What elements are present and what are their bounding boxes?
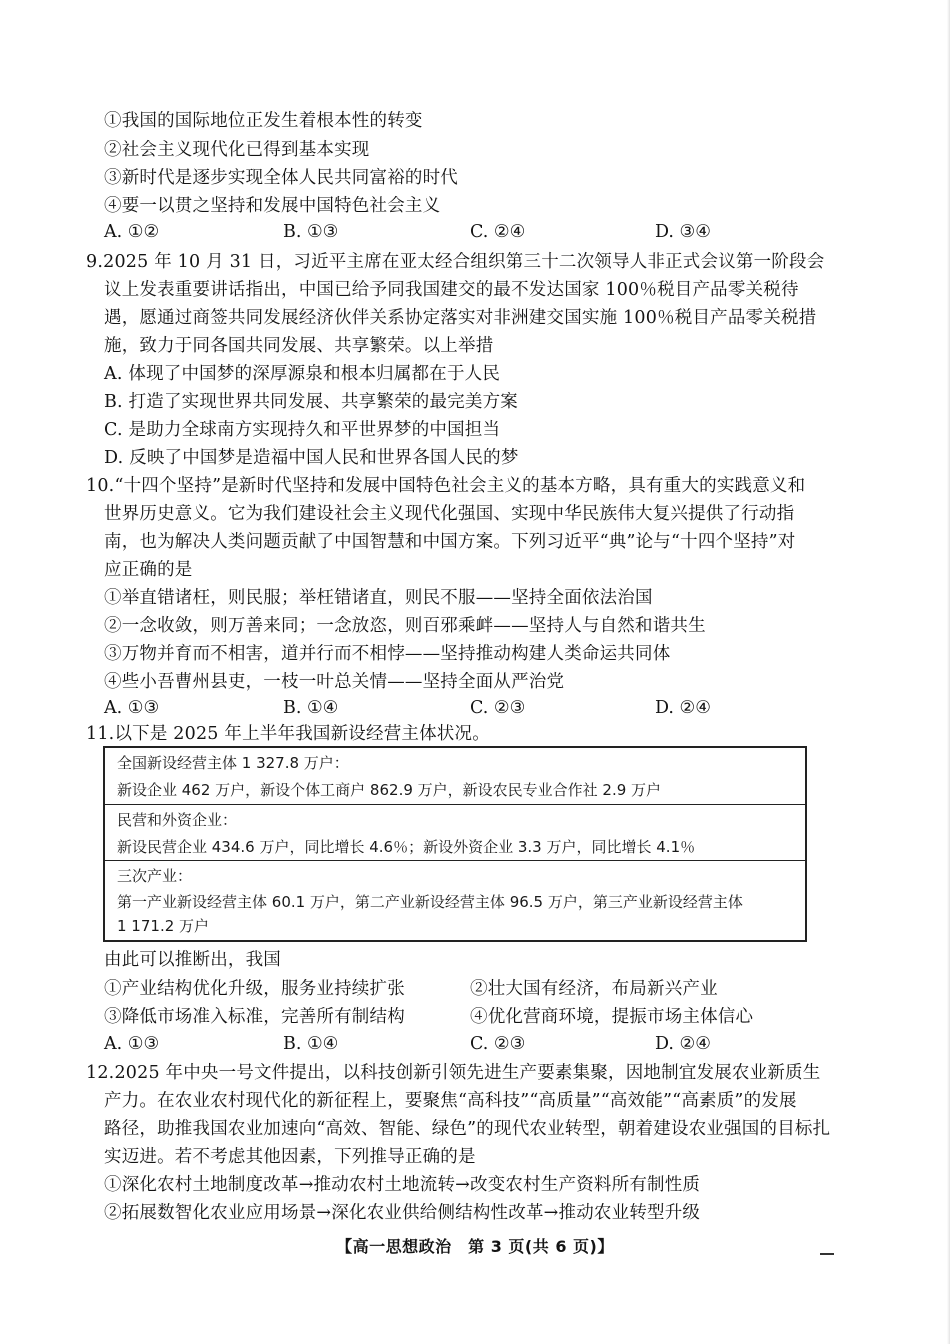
q10-option-b: B. ①④ (283, 698, 339, 718)
q9-stem-line-1: 9.2025 年 10 月 31 日，习近平主席在亚太经合组织第三十二次领导人非正式会议第一阶段会 (86, 252, 825, 272)
q10-stem-line-1: 10.“十四个坚持”是新时代坚持和发展中国特色社会主义的基本方略，具有重大的实践意义和 (86, 476, 806, 496)
q12-number: 12. (86, 1063, 115, 1083)
q10-option-a: A. ①③ (104, 698, 160, 718)
page-footer: 【高一思想政治 第 3 页(共 6 页)】 (336, 1237, 614, 1256)
q12-item-2: ②拓展数智化农业应用场景→深化农业供给侧结构性改革→推动农业转型升级 (104, 1203, 701, 1223)
corner-mark (820, 1253, 834, 1255)
prev-item-1: ①我国的国际地位正发生着根本性的转变 (104, 111, 423, 131)
q10-stem-line-3: 南，也为解决人类问题贡献了中国智慧和中国方案。下列习近平“典”论与“十四个坚持”对 (104, 532, 796, 552)
q9-stem-line-4: 施，致力于同各国共同发展、共享繁荣。以上举措 (104, 336, 494, 356)
q9-number: 9. (86, 252, 104, 272)
q11-option-d: D. ②④ (655, 1034, 711, 1054)
q11-data-table (103, 746, 807, 942)
q12-stem-line-3: 路径，助推我国农业加速向“高效、智能、绿色”的现代农业转型，朝着建设农业强国的目标扎 (104, 1119, 831, 1139)
table-row (105, 748, 805, 804)
q10-option-d: D. ②④ (655, 698, 711, 718)
q11-stem: 11.以下是 2025 年上半年我国新设经营主体状况。 (86, 724, 490, 744)
q9-choice-d: D. 反映了中国梦是造福中国人民和世界各国人民的梦 (104, 448, 519, 468)
q9-choice-b: B. 打造了实现世界共同发展、共享繁荣的最完美方案 (104, 392, 518, 412)
q12-stem-line-1: 12.2025 年中央一号文件提出，以科技创新引领先进生产要素集聚，因地制宜发展农业新质生 (86, 1063, 821, 1083)
prev-option-b: B. ①③ (283, 222, 339, 242)
q11-option-c: C. ②③ (470, 1034, 526, 1054)
table-row (105, 804, 805, 860)
q11-option-a: A. ①③ (104, 1034, 160, 1054)
prev-item-3: ③新时代是逐步实现全体人民共同富裕的时代 (104, 168, 458, 188)
table-cell-detail: 第一产业新设经营主体 60.1 万户，第二产业新设经营主体 96.5 万户，第三产业新设经营主体 (117, 893, 743, 911)
q11-number: 11. (86, 724, 115, 744)
prev-item-4: ④要一以贯之坚持和发展中国特色社会主义 (104, 196, 441, 216)
q10-stem-line-4: 应正确的是 (104, 560, 193, 580)
q12-stem-line-4: 实迈进。若不考虑其他因素，下列推导正确的是 (104, 1147, 476, 1167)
table-row (105, 860, 805, 940)
q10-option-c: C. ②③ (470, 698, 526, 718)
q11-item-3: ③降低市场准入标准，完善所有制结构 (104, 1007, 405, 1027)
table-cell-title: 全国新设经营主体 1 327.8 万户： (117, 754, 349, 772)
q10-item-1: ①举直错诸枉，则民服；举枉错诸直，则民不服——坚持全面依法治国 (104, 588, 653, 608)
q10-number: 10. (86, 476, 115, 496)
q11-item-2: ②壮大国有经济，布局新兴产业 (470, 979, 718, 999)
table-cell-detail: 新设企业 462 万户，新设个体工商户 862.9 万户，新设农民专业合作社 2.9 万户 (117, 781, 662, 799)
q9-choice-a: A. 体现了中国梦的深厚源泉和根本归属都在于人民 (104, 364, 501, 384)
table-cell-detail: 新设民营企业 434.6 万户，同比增长 4.6％；新设外资企业 3.3 万户，同比增长 4.1％ (117, 838, 696, 856)
q11-item-1: ①产业结构优化升级，服务业持续扩张 (104, 979, 405, 999)
q9-choice-c: C. 是助力全球南方实现持久和平世界梦的中国担当 (104, 420, 501, 440)
q9-stem-line-2: 议上发表重要讲话指出，中国已给予同我国建交的最不发达国家 100％税目产品零关税待 (104, 280, 799, 300)
prev-option-c: C. ②④ (470, 222, 526, 242)
table-cell-title: 三次产业： (117, 867, 193, 885)
q11-option-b: B. ①④ (283, 1034, 339, 1054)
q10-item-2: ②一念收敛，则万善来同；一念放恣，则百邪乘衅——坚持人与自然和谐共生 (104, 616, 706, 636)
q10-stem-line-2: 世界历史意义。它为我们建设社会主义现代化强国、实现中华民族伟大复兴提供了行动指 (104, 504, 795, 524)
prev-option-d: D. ③④ (655, 222, 711, 242)
q10-item-3: ③万物并育而不相害，道并行而不相悖——坚持推动构建人类命运共同体 (104, 644, 671, 664)
q9-stem-line-3: 遇，愿通过商签共同发展经济伙伴关系协定落实对非洲建交国实施 100％税目产品零关税措 (104, 308, 817, 328)
q11-item-4: ④优化营商环境，提振市场主体信心 (470, 1007, 754, 1027)
table-cell-detail-cont: 1 171.2 万户 (117, 917, 210, 935)
q12-item-1: ①深化农村土地制度改革→推动农村土地流转→改变农村生产资料所有制性质 (104, 1175, 701, 1195)
prev-item-2: ②社会主义现代化已得到基本实现 (104, 140, 370, 160)
q10-item-4: ④些小吾曹州县吏，一枝一叶总关情——坚持全面从严治党 (104, 672, 565, 692)
table-cell-title: 民营和外资企业： (117, 811, 238, 829)
q11-lead: 由此可以推断出，我国 (104, 950, 281, 970)
q12-stem-line-2: 产力。在农业农村现代化的新征程上，要聚焦“高科技”“高质量”“高效能”“高素质”的发展 (104, 1091, 797, 1111)
prev-option-a: A. ①② (104, 222, 160, 242)
